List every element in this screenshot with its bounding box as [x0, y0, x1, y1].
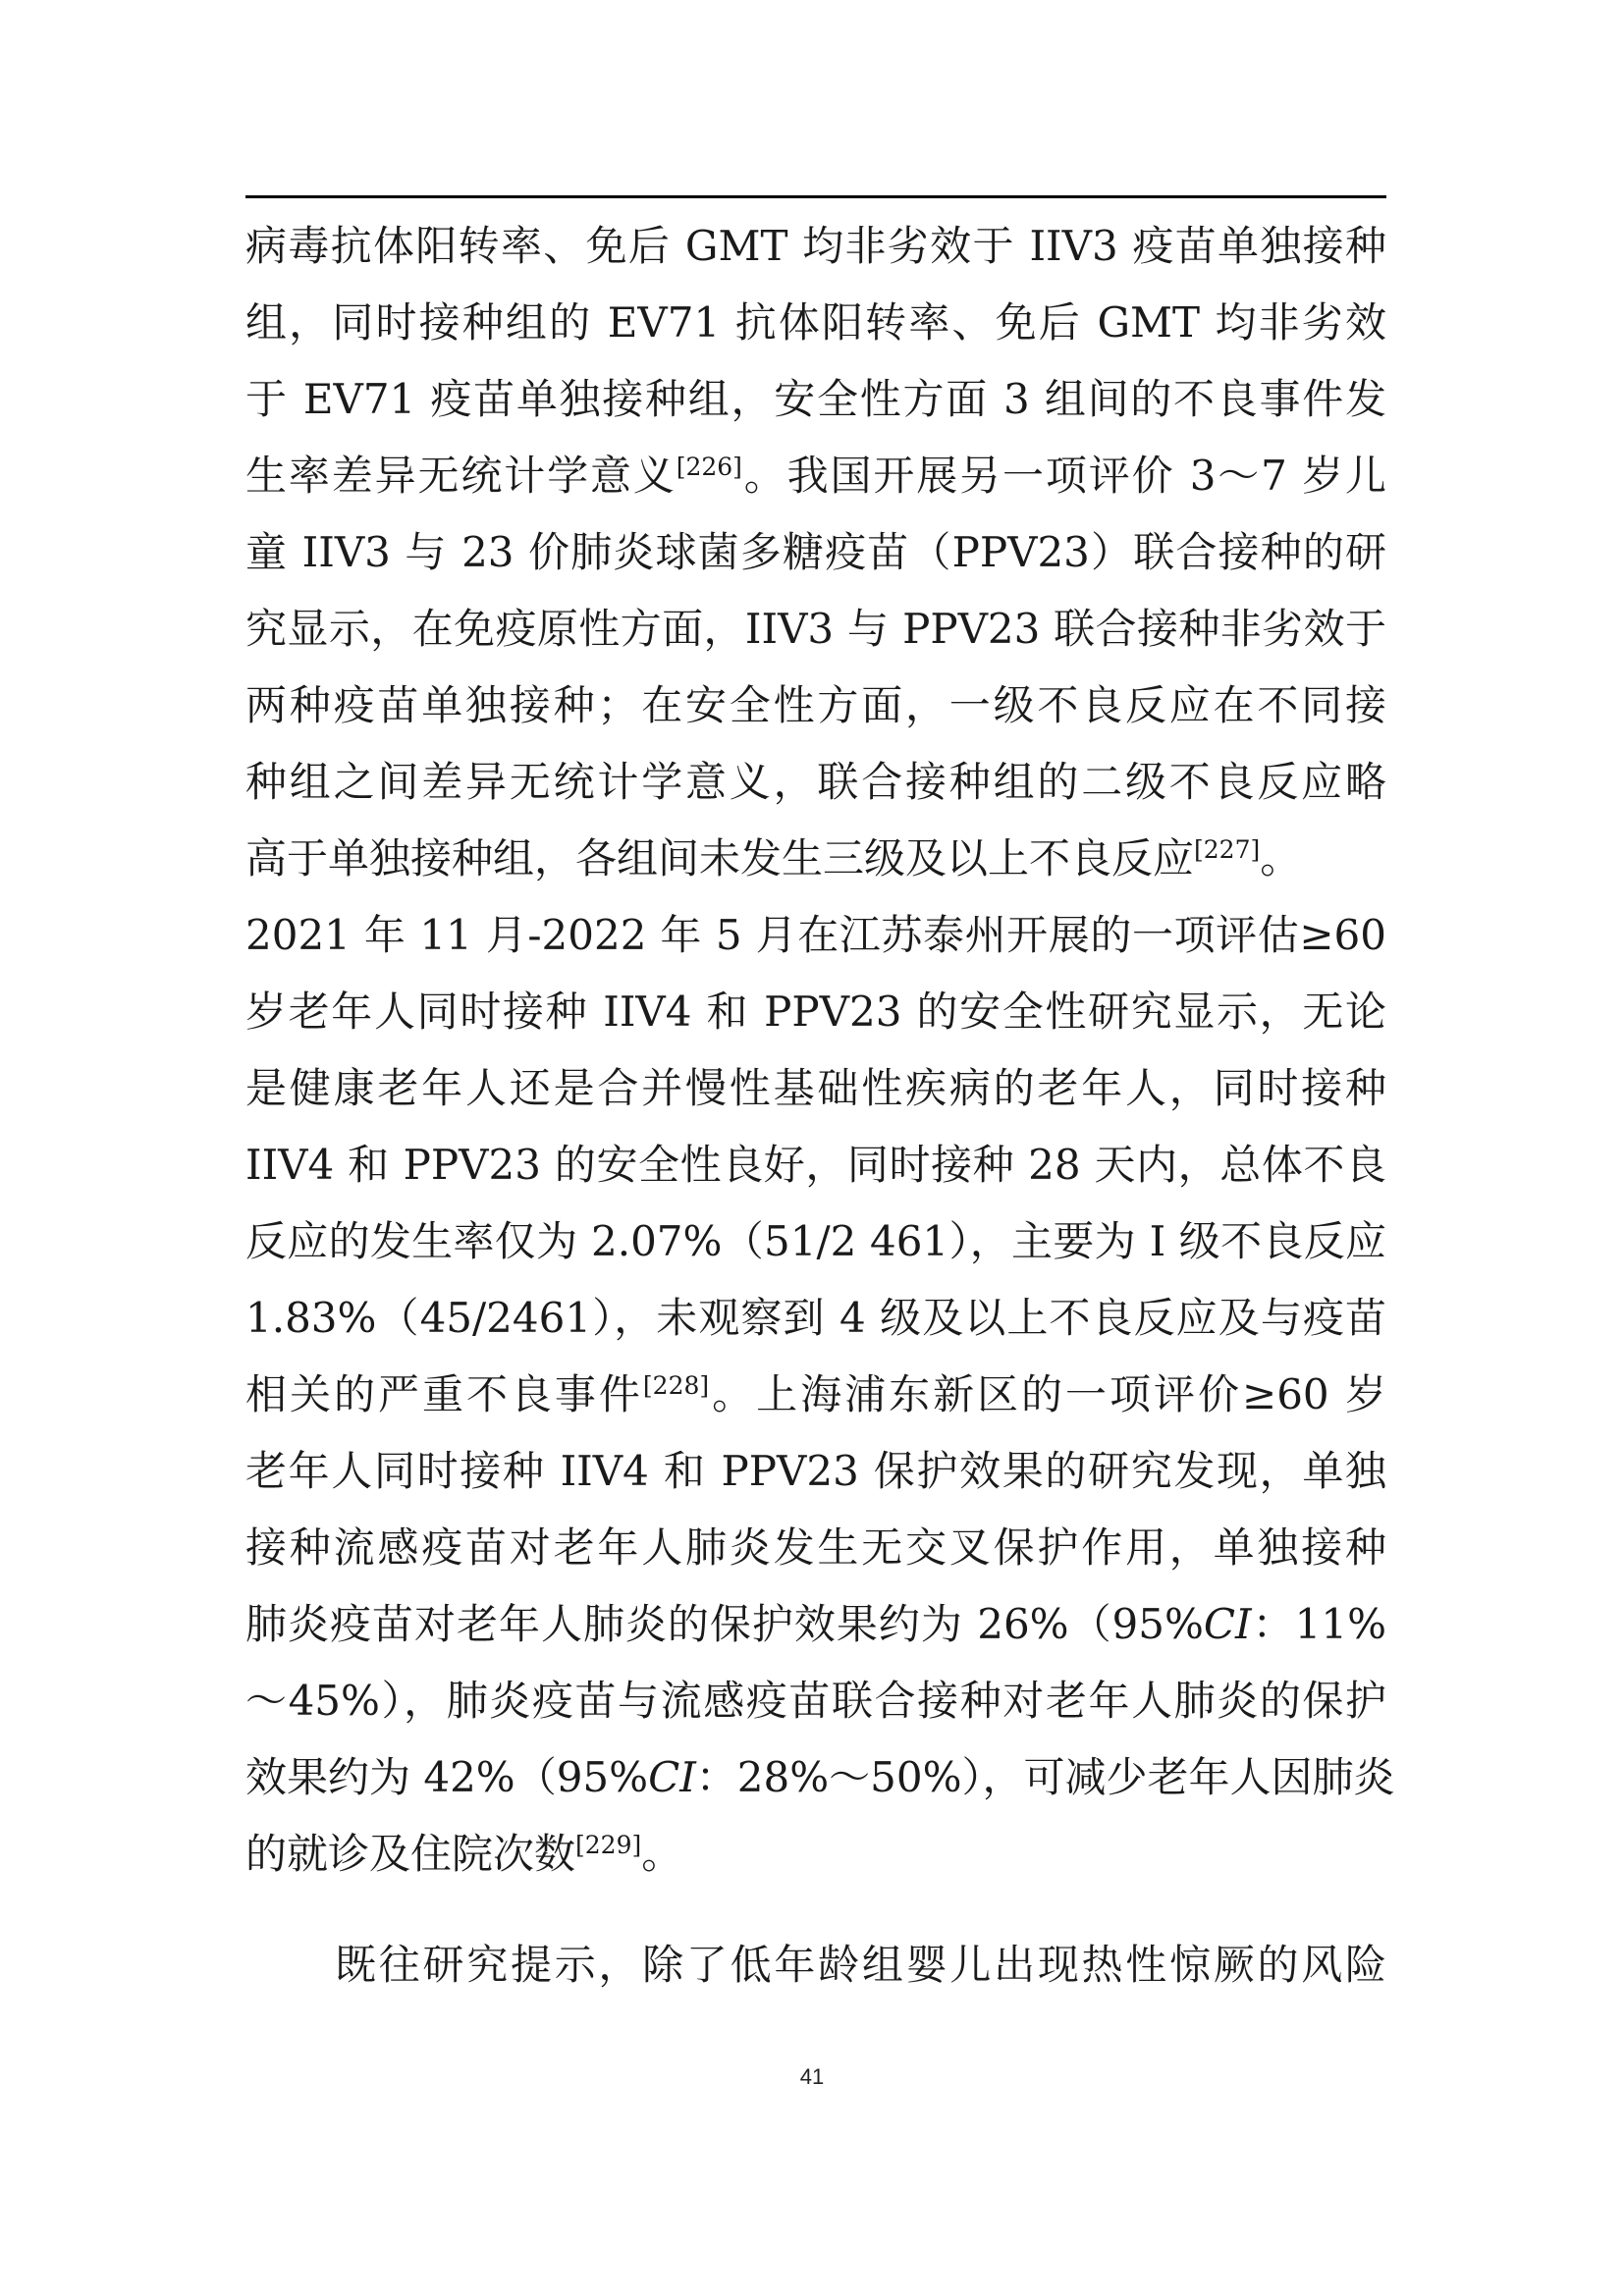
text-segment: ：28%～50%），可减少老年人因肺炎 — [695, 1753, 1395, 1801]
text-line: 童 IIV3 与 23 价肺炎球菌多糖疫苗（PPV23）联合接种的研 — [245, 528, 1386, 576]
text-line: 组，同时接种组的 EV71 抗体阳转率、免后 GMT 均非劣效 — [245, 298, 1386, 347]
citation-226: [226] — [676, 453, 742, 481]
text-line — [245, 821, 1386, 897]
text-line: 种组之间差异无统计学意义，联合接种组的二级不良反应略 — [245, 758, 1386, 806]
text-segment: 。上海浦东新区的一项评价≥60 岁 — [709, 1370, 1386, 1418]
text-segment: 肺炎疫苗对老年人肺炎的保护效果约为 26%（95% — [245, 1600, 1204, 1648]
text-line: 接种流感疫苗对老年人肺炎发生无交叉保护作用，单独接种 — [245, 1523, 1386, 1572]
text-line — [245, 1739, 1395, 1816]
header-rule — [245, 195, 1386, 198]
text-segment: 相关的严重不良事件 — [245, 1370, 643, 1418]
text-line — [245, 1357, 1386, 1433]
text-segment: 高于单独接种组，各组间未发生三级及以上不良反应 — [245, 834, 1195, 882]
text-line: IIV4 和 PPV23 的安全性良好，同时接种 28 天内，总体不良 — [245, 1141, 1386, 1189]
text-line: 2021 年 11 月-2022 年 5 月在江苏泰州开展的一项评估≥60 — [245, 911, 1386, 959]
citation-228: [228] — [642, 1371, 710, 1400]
text-line — [245, 1586, 1386, 1663]
text-segment: 效果约为 42%（95% — [245, 1753, 649, 1801]
text-line: 1.83%（45/2461），未观察到 4 级及以上不良反应及与疫苗 — [245, 1294, 1386, 1342]
citation-227: [227] — [1194, 835, 1261, 864]
ci-italic: CI — [1203, 1600, 1252, 1648]
text-line: 既往研究提示，除了低年龄组婴儿出现热性惊厥的风险 — [335, 1941, 1386, 1989]
text-line — [245, 1816, 1386, 1893]
text-segment: 。 — [641, 1830, 683, 1878]
text-segment: ：11% — [1251, 1600, 1386, 1648]
text-line: 病毒抗体阳转率、免后 GMT 均非劣效于 IIV3 疫苗单独接种 — [245, 222, 1386, 270]
text-line: 反应的发生率仅为 2.07%（51/2 461），主要为 I 级不良反应 — [245, 1217, 1386, 1265]
citation-229: [229] — [575, 1831, 642, 1859]
text-line: 老年人同时接种 IIV4 和 PPV23 保护效果的研究发现，单独 — [245, 1447, 1386, 1495]
text-line: 是健康老年人还是合并慢性基础性疾病的老年人，同时接种 — [245, 1064, 1386, 1112]
text-line: 究显示，在免疫原性方面，IIV3 与 PPV23 联合接种非劣效于 — [245, 605, 1386, 653]
document-body — [245, 208, 1395, 2003]
page-number: 41 — [799, 2064, 825, 2089]
paragraph-gap — [245, 1893, 1386, 1927]
text-line: ～45%），肺炎疫苗与流感疫苗联合接种对老年人肺炎的保护 — [245, 1677, 1386, 1725]
text-line: 两种疫苗单独接种；在安全性方面，一级不良反应在不同接 — [245, 681, 1386, 729]
text-line — [245, 438, 1386, 514]
ci-italic: CI — [648, 1753, 696, 1801]
text-segment: 生率差异无统计学意义 — [245, 452, 677, 500]
text-segment: 。 — [1260, 834, 1302, 882]
text-segment: 。我国开展另一项评价 3～7 岁儿 — [741, 452, 1386, 500]
text-segment: 的就诊及住院次数 — [245, 1830, 576, 1878]
text-line: 于 EV71 疫苗单独接种组，安全性方面 3 组间的不良事件发 — [245, 375, 1386, 423]
text-line: 岁老年人同时接种 IIV4 和 PPV23 的安全性研究显示，无论 — [245, 988, 1386, 1036]
